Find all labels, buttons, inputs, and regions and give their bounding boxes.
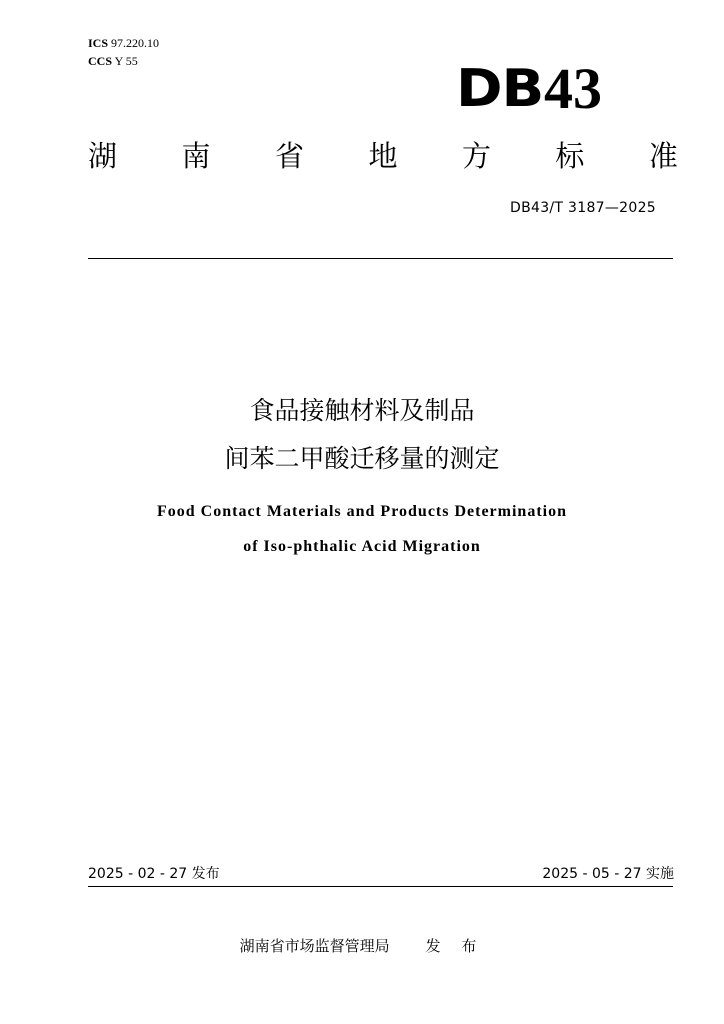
title-cn-line1: 食品接触材料及制品 (249, 396, 475, 425)
ics-label: ICS (88, 36, 109, 50)
title-en-line1: Food Contact Materials and Products Determination (157, 503, 567, 520)
implementation-date: 2025 - 05 - 27 实施 (542, 866, 674, 882)
publisher-line (0, 936, 724, 956)
ccs-label: CCS (88, 54, 113, 68)
standard-type-char: 南 (181, 139, 211, 173)
publisher-name: 湖南省市场监督管理局 (239, 937, 390, 955)
publish-action: 发 布 (425, 937, 485, 955)
standard-type-heading (88, 136, 678, 176)
ics-value: 97.220.10 (111, 36, 160, 50)
ccs-value: Y 55 (114, 54, 138, 68)
standard-type-char: 省 (274, 139, 304, 173)
bottom-divider (88, 886, 673, 887)
standard-type-char: 方 (461, 139, 491, 173)
title-en-line2: of Iso-phthalic Acid Migration (243, 538, 481, 555)
standard-number: DB43/T 3187—2025 (510, 200, 656, 216)
title-cn-line2: 间苯二甲酸迁移量的测定 (224, 444, 500, 473)
standard-type-char: 湖 (88, 139, 118, 173)
db-prefix: DB (456, 59, 544, 119)
db-number: 43 (544, 56, 602, 121)
db43-code-mark (456, 58, 616, 120)
standard-type-char: 准 (648, 139, 678, 173)
ics-code (88, 34, 159, 52)
issue-date: 2025 - 02 - 27 发布 (88, 866, 220, 882)
standard-type-char: 标 (555, 139, 585, 173)
standard-type-char: 地 (368, 139, 398, 173)
top-divider (88, 258, 673, 259)
ccs-code (88, 52, 138, 70)
